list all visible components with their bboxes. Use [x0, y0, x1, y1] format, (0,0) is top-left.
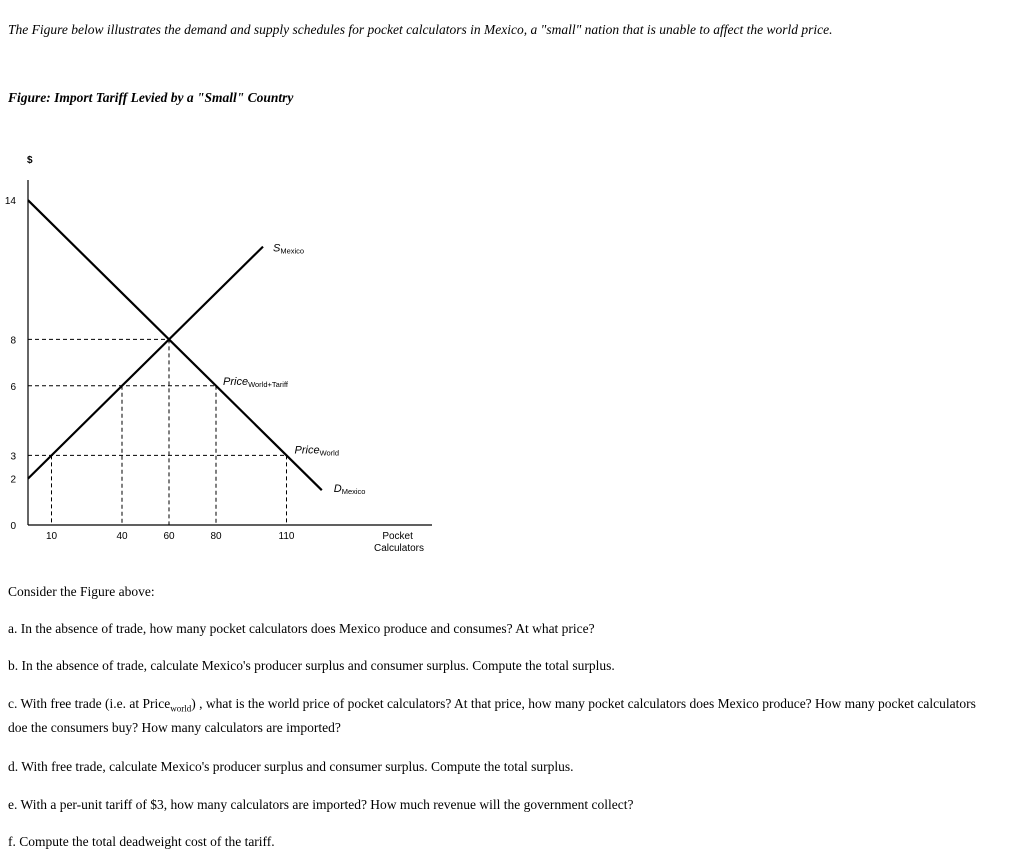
y-tick-3: 3 [10, 451, 16, 463]
demand-label-sub: Mexico [341, 487, 366, 497]
x-tick-40: 40 [116, 531, 128, 542]
price-world-tariff-label-sub: World+Tariff [248, 379, 289, 389]
question-d: d. With free trade, calculate Mexico's producer surplus and consumer surplus. Compute the total surplus. [8, 759, 574, 774]
question-c-sub: world [170, 703, 192, 714]
tariff-chart [0, 140, 470, 560]
demand-label [334, 483, 366, 496]
price-world-label-main: Price [294, 444, 320, 457]
y-tick-0: 0 [10, 521, 16, 532]
dashed-guides [28, 339, 287, 525]
y-tick-8: 8 [10, 335, 16, 347]
y-tick-6: 6 [10, 381, 16, 393]
x-tick-80: 80 [210, 531, 222, 542]
intro-text: The Figure below illustrates the demand and supply schedules for pocket calculators in Mexico, a "small" nation that is unable to affect the world price. [8, 22, 833, 37]
figure-title: Figure: Import Tariff Levied by a "Small" Country [8, 90, 294, 105]
price-world-label-sub: World [319, 448, 340, 458]
question-e: e. With a per-unit tariff of $3, how many calculators are imported? How much revenue will the government collect? [8, 797, 634, 812]
y-axis-label: $ [27, 155, 33, 166]
x-tick-10: 10 [45, 531, 58, 542]
supply-label [273, 243, 304, 256]
x-axis-label [374, 531, 424, 554]
y-tick-2: 2 [10, 474, 16, 486]
question-a: a. In the absence of trade, how many pocket calculators does Mexico produce and consumes? At what price? [8, 621, 595, 636]
price-world-label [295, 444, 340, 457]
question-c [8, 692, 998, 740]
question-intro: Consider the Figure above: [8, 584, 155, 599]
price-world-tariff-label [223, 376, 289, 389]
question-f: f. Compute the total deadweight cost of the tariff. [8, 834, 275, 849]
supply-label-main: S [273, 242, 281, 255]
y-tick-14: 14 [4, 196, 16, 208]
supply-curve [28, 247, 263, 479]
x-tick-60: 60 [163, 531, 175, 542]
price-world-tariff-label-main: Price [223, 375, 249, 388]
question-c-post: ) , what is the world price of pocket calculators? At that price, how many pocket calculators does Mexico produce? How many pocket calculators doe the consumers buy? How many calculators are imported? [8, 696, 976, 735]
tick-labels [5, 196, 295, 542]
demand-label-main: D [333, 483, 342, 496]
x-axis-label-line-2: Calculators [373, 543, 425, 554]
curve-labels [223, 243, 365, 497]
question-b: b. In the absence of trade, calculate Mexico's producer surplus and consumer surplus. Compute the total surplus. [8, 658, 615, 673]
x-axis-label-line-1: Pocket [382, 531, 413, 542]
x-tick-110: 110 [278, 531, 295, 542]
question-c-pre: c. With free trade (i.e. at Price [8, 696, 171, 711]
supply-label-sub: Mexico [280, 246, 305, 256]
